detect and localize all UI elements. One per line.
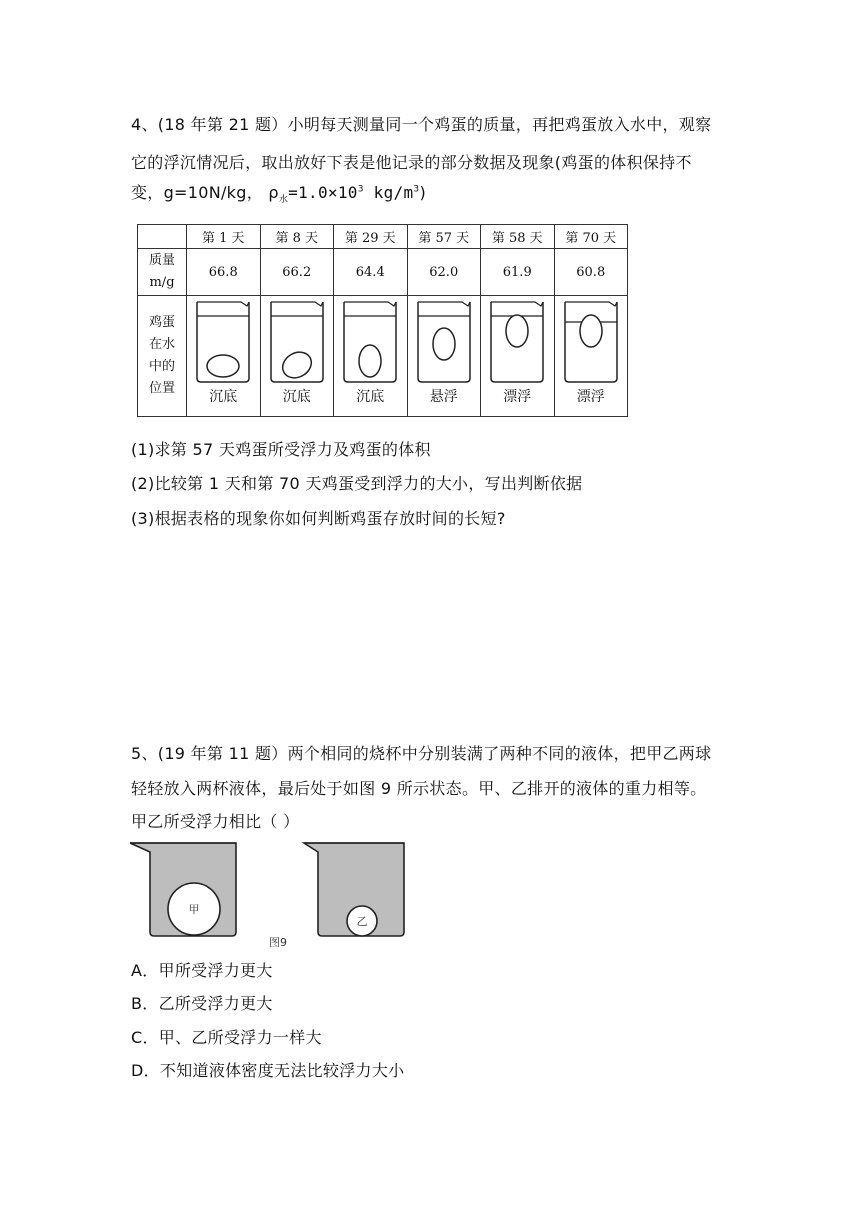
beaker-egg-floating-icon <box>559 298 623 386</box>
state-label: 沉底 <box>282 389 311 405</box>
q4-subquestion-2: (2)比较第 1 天和第 70 天鸡蛋受到浮力的大小，写出判断依据 <box>131 474 583 493</box>
day-header: 第 57 天 <box>407 225 481 249</box>
position-row <box>138 296 628 417</box>
day-header: 第 8 天 <box>260 225 334 249</box>
beaker-egg-sunk-icon <box>191 298 255 386</box>
mass-value: 60.8 <box>554 249 628 296</box>
beaker-cell <box>407 296 481 417</box>
beaker-cell <box>334 296 408 417</box>
mass-row <box>138 249 628 296</box>
option-c: C．甲、乙所受浮力一样大 <box>131 1028 322 1047</box>
beaker-egg-sunk-icon <box>265 298 329 386</box>
option-d: D．不知道液体密度无法比较浮力大小 <box>131 1061 405 1080</box>
table-header-row <box>138 225 628 249</box>
day-header: 第 70 天 <box>554 225 628 249</box>
q5-line-3: 甲乙所受浮力相比（ ） <box>131 812 300 831</box>
mass-value: 66.8 <box>187 249 261 296</box>
q5-line-1: 5、(19 年第 11 题）两个相同的烧杯中分别装满了两种不同的液体，把甲乙两球 <box>131 744 712 763</box>
day-header: 第 29 天 <box>334 225 408 249</box>
day-header: 第 58 天 <box>481 225 555 249</box>
q4-line-3: 变，g=10N/kg， $\rho_水=1.0\times 10^3$ $kg/m^3$) <box>131 183 426 206</box>
state-label: 漂浮 <box>576 389 605 405</box>
beaker-egg-floating-icon <box>485 298 549 386</box>
beaker-cell <box>554 296 628 417</box>
egg-data-table <box>137 224 628 417</box>
q4-line-2: 它的浮沉情况后，取出放好下表是他记录的部分数据及现象(鸡蛋的体积保持不 <box>131 153 692 172</box>
q5-line-2: 轻轻放入两杯液体，最后处于如图 9 所示状态。甲、乙排开的液体的重力相等。 <box>131 779 707 798</box>
mass-label: 质量 m/g <box>138 249 187 296</box>
day-header: 第 1 天 <box>187 225 261 249</box>
beaker-cell <box>187 296 261 417</box>
mass-value: 61.9 <box>481 249 555 296</box>
q4-line-1: 4、(18 年第 21 题）小明每天测量同一个鸡蛋的质量，再把鸡蛋放入水中，观察 <box>131 115 712 134</box>
figure-9 <box>130 840 420 944</box>
state-label: 沉底 <box>209 389 238 405</box>
beaker-cell <box>260 296 334 417</box>
state-label: 悬浮 <box>429 389 458 405</box>
ball-a-label: 甲 <box>188 903 200 916</box>
two-beakers-figure <box>130 840 420 940</box>
mass-value: 66.2 <box>260 249 334 296</box>
position-label: 鸡蛋 在水 中的 位置 <box>138 296 187 417</box>
beaker-egg-suspended-icon <box>412 298 476 386</box>
state-label: 沉底 <box>356 389 385 405</box>
corner-cell <box>138 225 187 249</box>
beaker-cell <box>481 296 555 417</box>
figure-caption: 图9 <box>269 936 287 949</box>
option-b: B．乙所受浮力更大 <box>131 994 273 1013</box>
option-a: A．甲所受浮力更大 <box>131 961 273 980</box>
q4-subquestion-3: (3)根据表格的现象你如何判断鸡蛋存放时间的长短? <box>131 509 506 528</box>
beaker-egg-sunk-icon <box>338 298 402 386</box>
q4-subquestion-1: (1)求第 57 天鸡蛋所受浮力及鸡蛋的体积 <box>131 440 431 459</box>
state-label: 漂浮 <box>503 389 532 405</box>
ball-b-label: 乙 <box>356 915 368 928</box>
mass-value: 62.0 <box>407 249 481 296</box>
mass-value: 64.4 <box>334 249 408 296</box>
